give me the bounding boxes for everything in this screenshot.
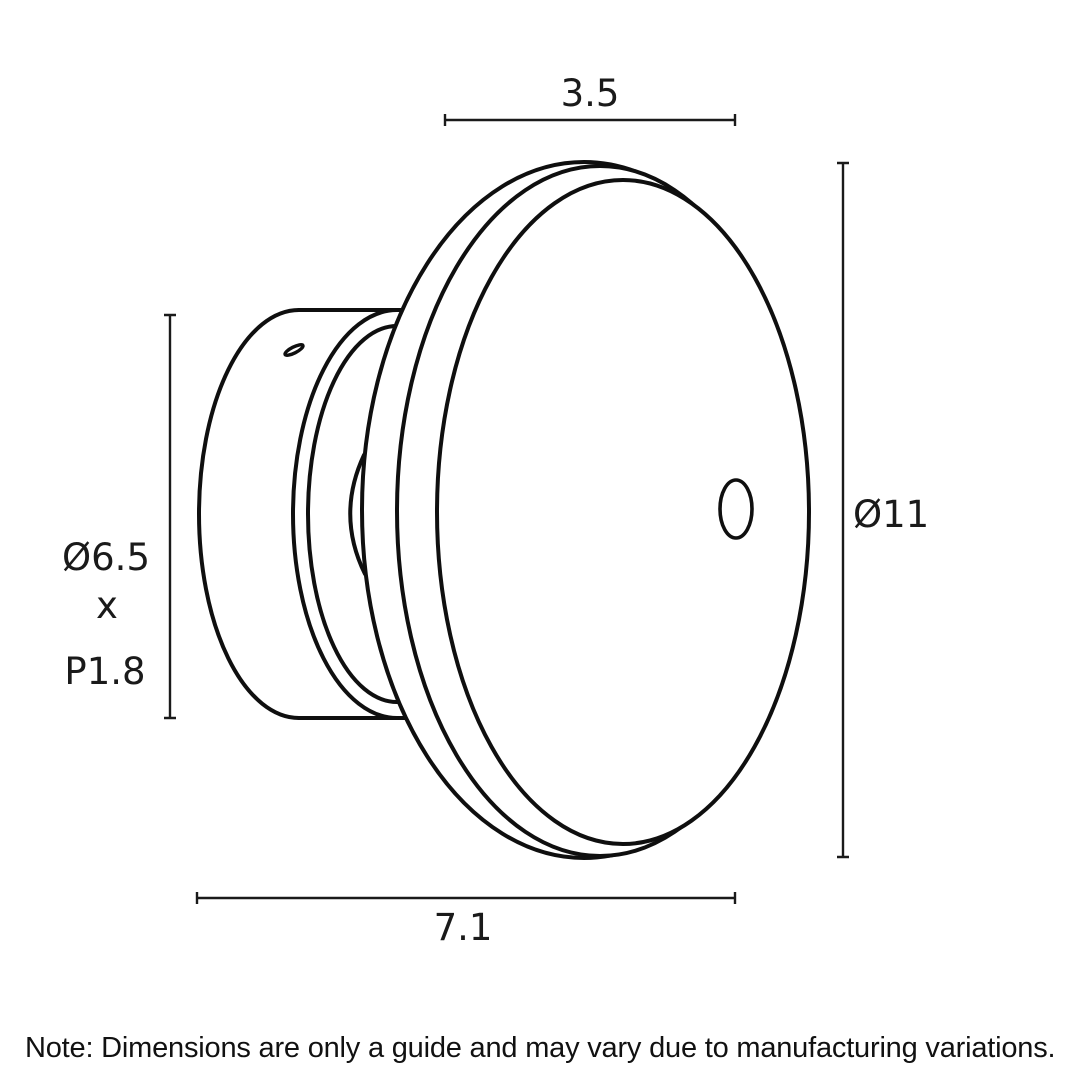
dim-label-disc-depth: 3.5 — [560, 72, 620, 115]
dim-label-canopy-separator: x — [96, 584, 118, 627]
dim-label-disc-diameter: Ø11 — [853, 493, 930, 536]
dim-label-canopy-diameter: Ø6.5 — [62, 536, 150, 579]
dim-label-canopy-projection: P1.8 — [64, 650, 146, 693]
dim-label-overall-projection: 7.1 — [433, 906, 493, 949]
note-text: Note: Dimensions are only a guide and may vary due to manufacturing variations. — [25, 1032, 1056, 1064]
